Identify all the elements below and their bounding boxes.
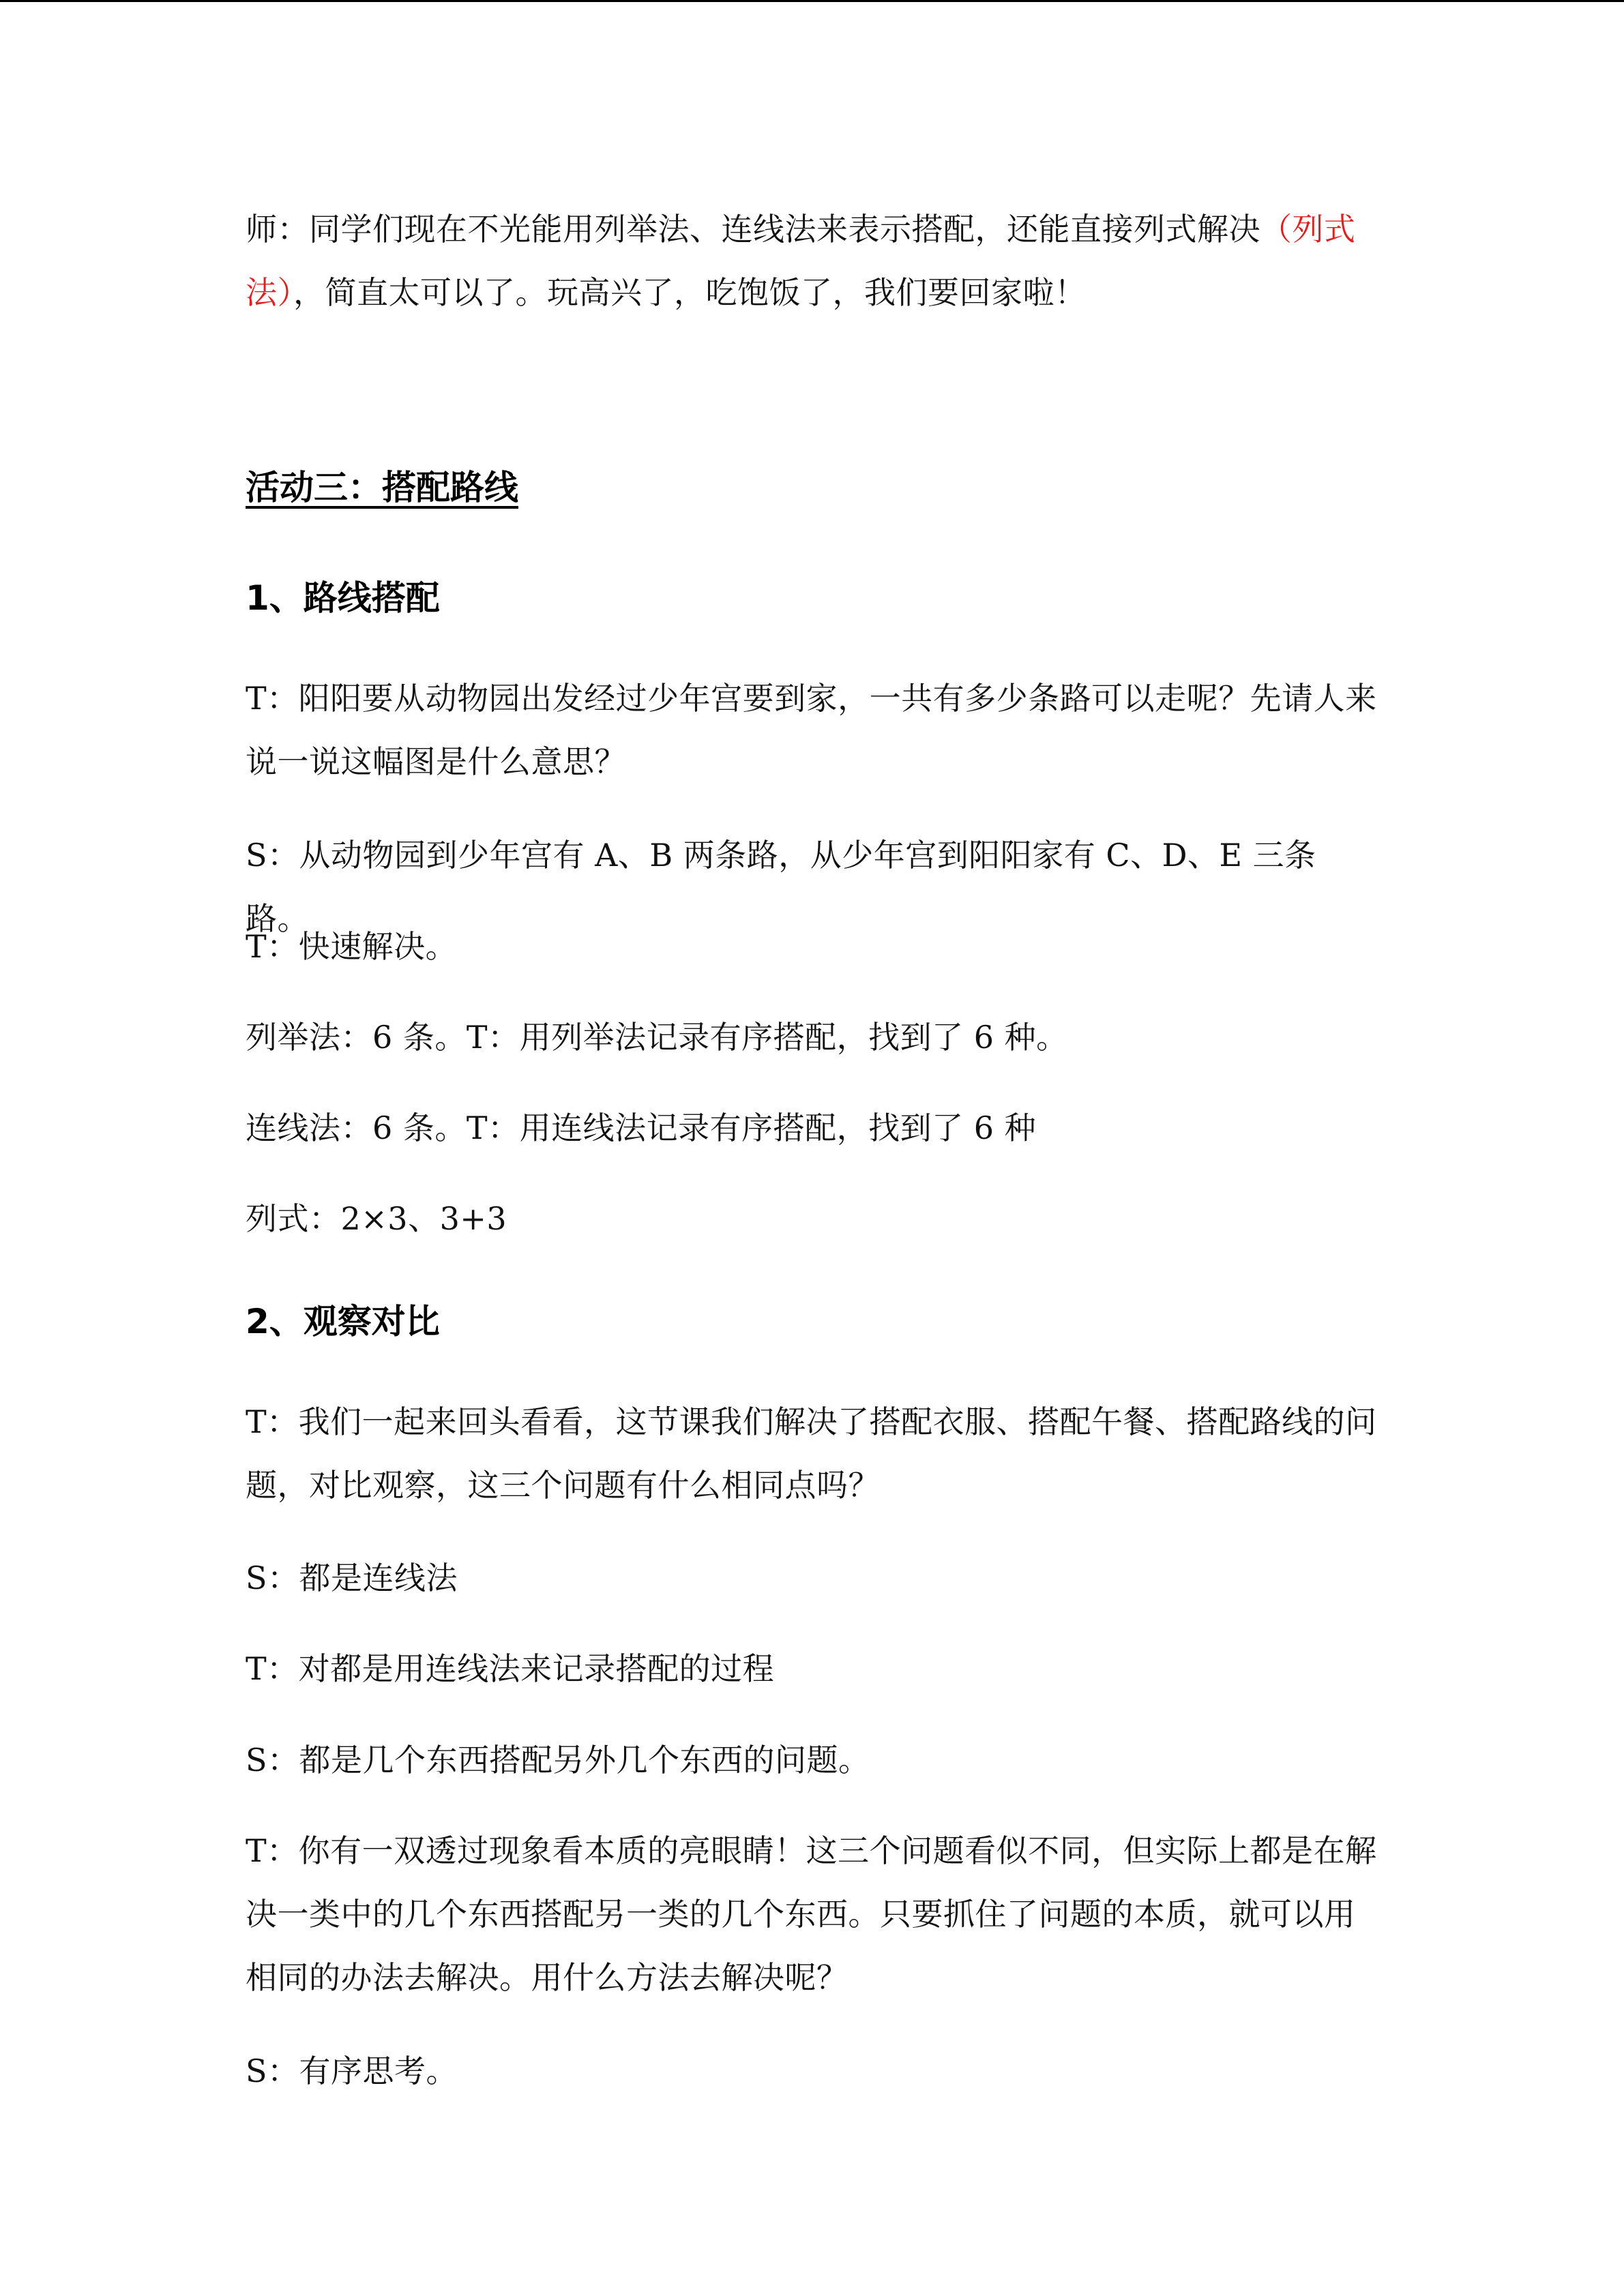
section1-line-5: 连线法：6 条。T：用连线法记录有序搭配，找到了 6 种 bbox=[246, 1109, 1037, 1146]
section1-line-1: T：阳阳要从动物园出发经过少年宫要到家，一共有多少条路可以走呢？先请人来说一说这幅图是什么意思？ bbox=[246, 680, 1377, 780]
section2-line-5: T：你有一双透过现象看本质的亮眼睛！这三个问题看似不同，但实际上都是在解决一类中的几个东西搭配另一类的几个东西。只要抓住了问题的本质，就可以用相同的办法去解决。用什么方法去解决呢？ bbox=[246, 1832, 1377, 1996]
section2-heading: 2、观察对比 bbox=[246, 1302, 440, 1341]
section2-line-3: T：对都是用连线法来记录搭配的过程 bbox=[246, 1650, 775, 1687]
section2-line-2: S：都是连线法 bbox=[246, 1560, 458, 1596]
intro-text-end: ，简直太可以了。玩高兴了，吃饱饭了，我们要回家啦！ bbox=[293, 274, 1087, 311]
section1-line-3: T：快速解决。 bbox=[246, 928, 458, 965]
intro-red-note: （列式法） bbox=[246, 211, 1356, 311]
intro-text: 师：同学们现在不光能用列举法、连线法来表示搭配，还能直接列式解决 bbox=[246, 211, 1260, 248]
section2-line-6: S：有序思考。 bbox=[246, 2053, 458, 2089]
section2-line-1: T：我们一起来回头看看，这节课我们解决了搭配衣服、搭配午餐、搭配路线的问题，对比观察，这三个问题有什么相同点吗？ bbox=[246, 1403, 1377, 1504]
section1-line-4: 列举法：6 条。T：用列举法记录有序搭配，找到了 6 种。 bbox=[246, 1019, 1068, 1056]
activity-title: 活动三：搭配路线 bbox=[246, 468, 518, 507]
section2-line-4: S：都是几个东西搭配另外几个东西的问题。 bbox=[246, 1742, 870, 1778]
page-top-border bbox=[0, 0, 1624, 2]
section1-heading: 1、路线搭配 bbox=[246, 578, 440, 618]
section1-line-6: 列式：2×3、3+3 bbox=[246, 1200, 507, 1237]
section1-line-2: S：从动物园到少年宫有 A、B 两条路，从少年宫到阳阳家有 C、D、E 三条路。 bbox=[246, 837, 1316, 937]
intro-paragraph bbox=[246, 198, 1378, 325]
